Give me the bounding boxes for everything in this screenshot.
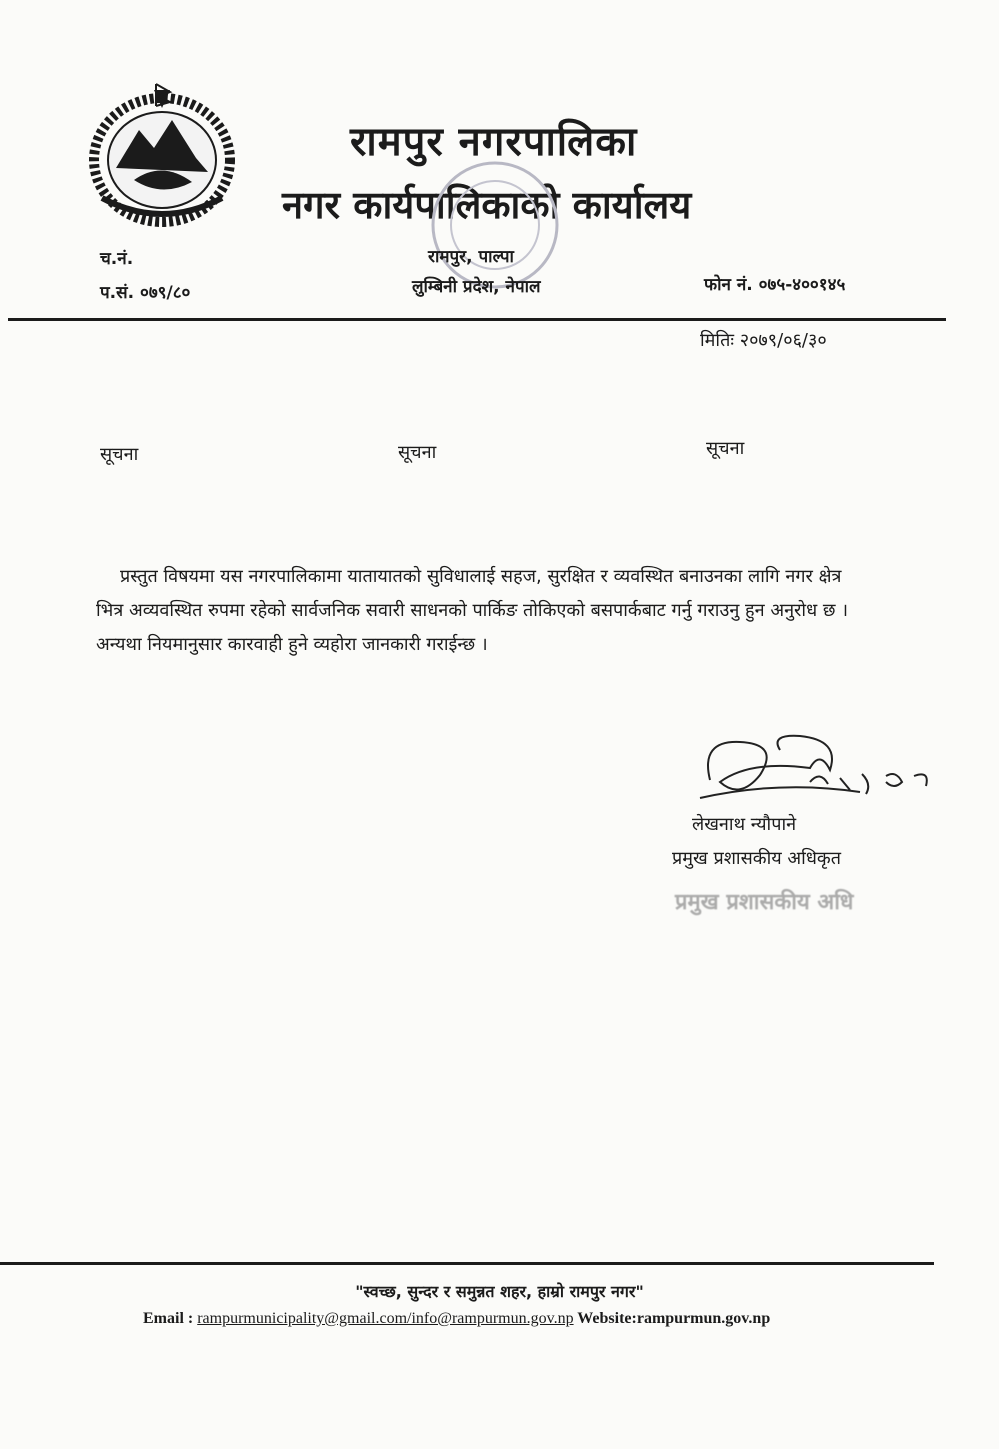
subject-word-2: सूचना bbox=[398, 442, 437, 463]
nepal-emblem-icon bbox=[84, 80, 240, 230]
office-title-line1: रामपुर नगरपालिका bbox=[350, 119, 638, 165]
address-line1: रामपुर, पाल्पा bbox=[428, 247, 514, 267]
header-divider bbox=[8, 318, 946, 321]
footer-contact bbox=[143, 1310, 770, 1328]
phone-number: फोन नं. ०७५-४००१४५ bbox=[704, 275, 846, 295]
address-line2: लुम्बिनी प्रदेश, नेपाल bbox=[412, 277, 541, 297]
reference-number-label: च.नं. bbox=[100, 249, 134, 269]
website-link[interactable]: Website:rampurmun.gov.np bbox=[577, 1310, 771, 1327]
subject-word-3: सूचना bbox=[706, 438, 745, 459]
officer-name: लेखनाथ न्यौपाने bbox=[692, 814, 797, 835]
office-title-line2: नगर कार्यपालिकाको कार्यालय bbox=[282, 183, 692, 227]
subject-word-1: सूचना bbox=[100, 444, 139, 465]
footer-motto: "स्वच्छ, सुन्दर र समुन्नत शहर, हाम्रो रामपुर नगर" bbox=[355, 1282, 644, 1301]
notice-body: प्रस्तुत विषयमा यस नगरपालिकामा यातायातको सुविधालाई सहज, सुरक्षित र व्यवस्थित बनाउनका लागि नगर क्षेत्र भित्र अव्यवस्थित रुपमा रहेको सार्वजनिक सवारी साधनको पार्किङ तोकिएको बसपार्कबाट गर्नु गराउनु हुन अनुरोध छ । अन्यथा नियमानुसार कारवाही हुने व्यहोरा जानकारी गराईन्छ । bbox=[96, 566, 849, 655]
officer-designation: प्रमुख प्रशासकीय अधिकृत bbox=[672, 848, 841, 869]
letter-date: मितिः २०७९/०६/३० bbox=[700, 330, 827, 351]
designation-stamp: प्रमुख प्रशासकीय अधि bbox=[675, 890, 854, 915]
email-link[interactable]: rampurmunicipality@gmail.com/info@rampurmun.gov.np bbox=[197, 1310, 574, 1327]
email-label: Email : bbox=[143, 1310, 194, 1327]
footer-divider bbox=[0, 1262, 934, 1265]
fiscal-year: प.सं. ०७९/८० bbox=[100, 283, 191, 303]
signature-icon bbox=[690, 720, 950, 820]
